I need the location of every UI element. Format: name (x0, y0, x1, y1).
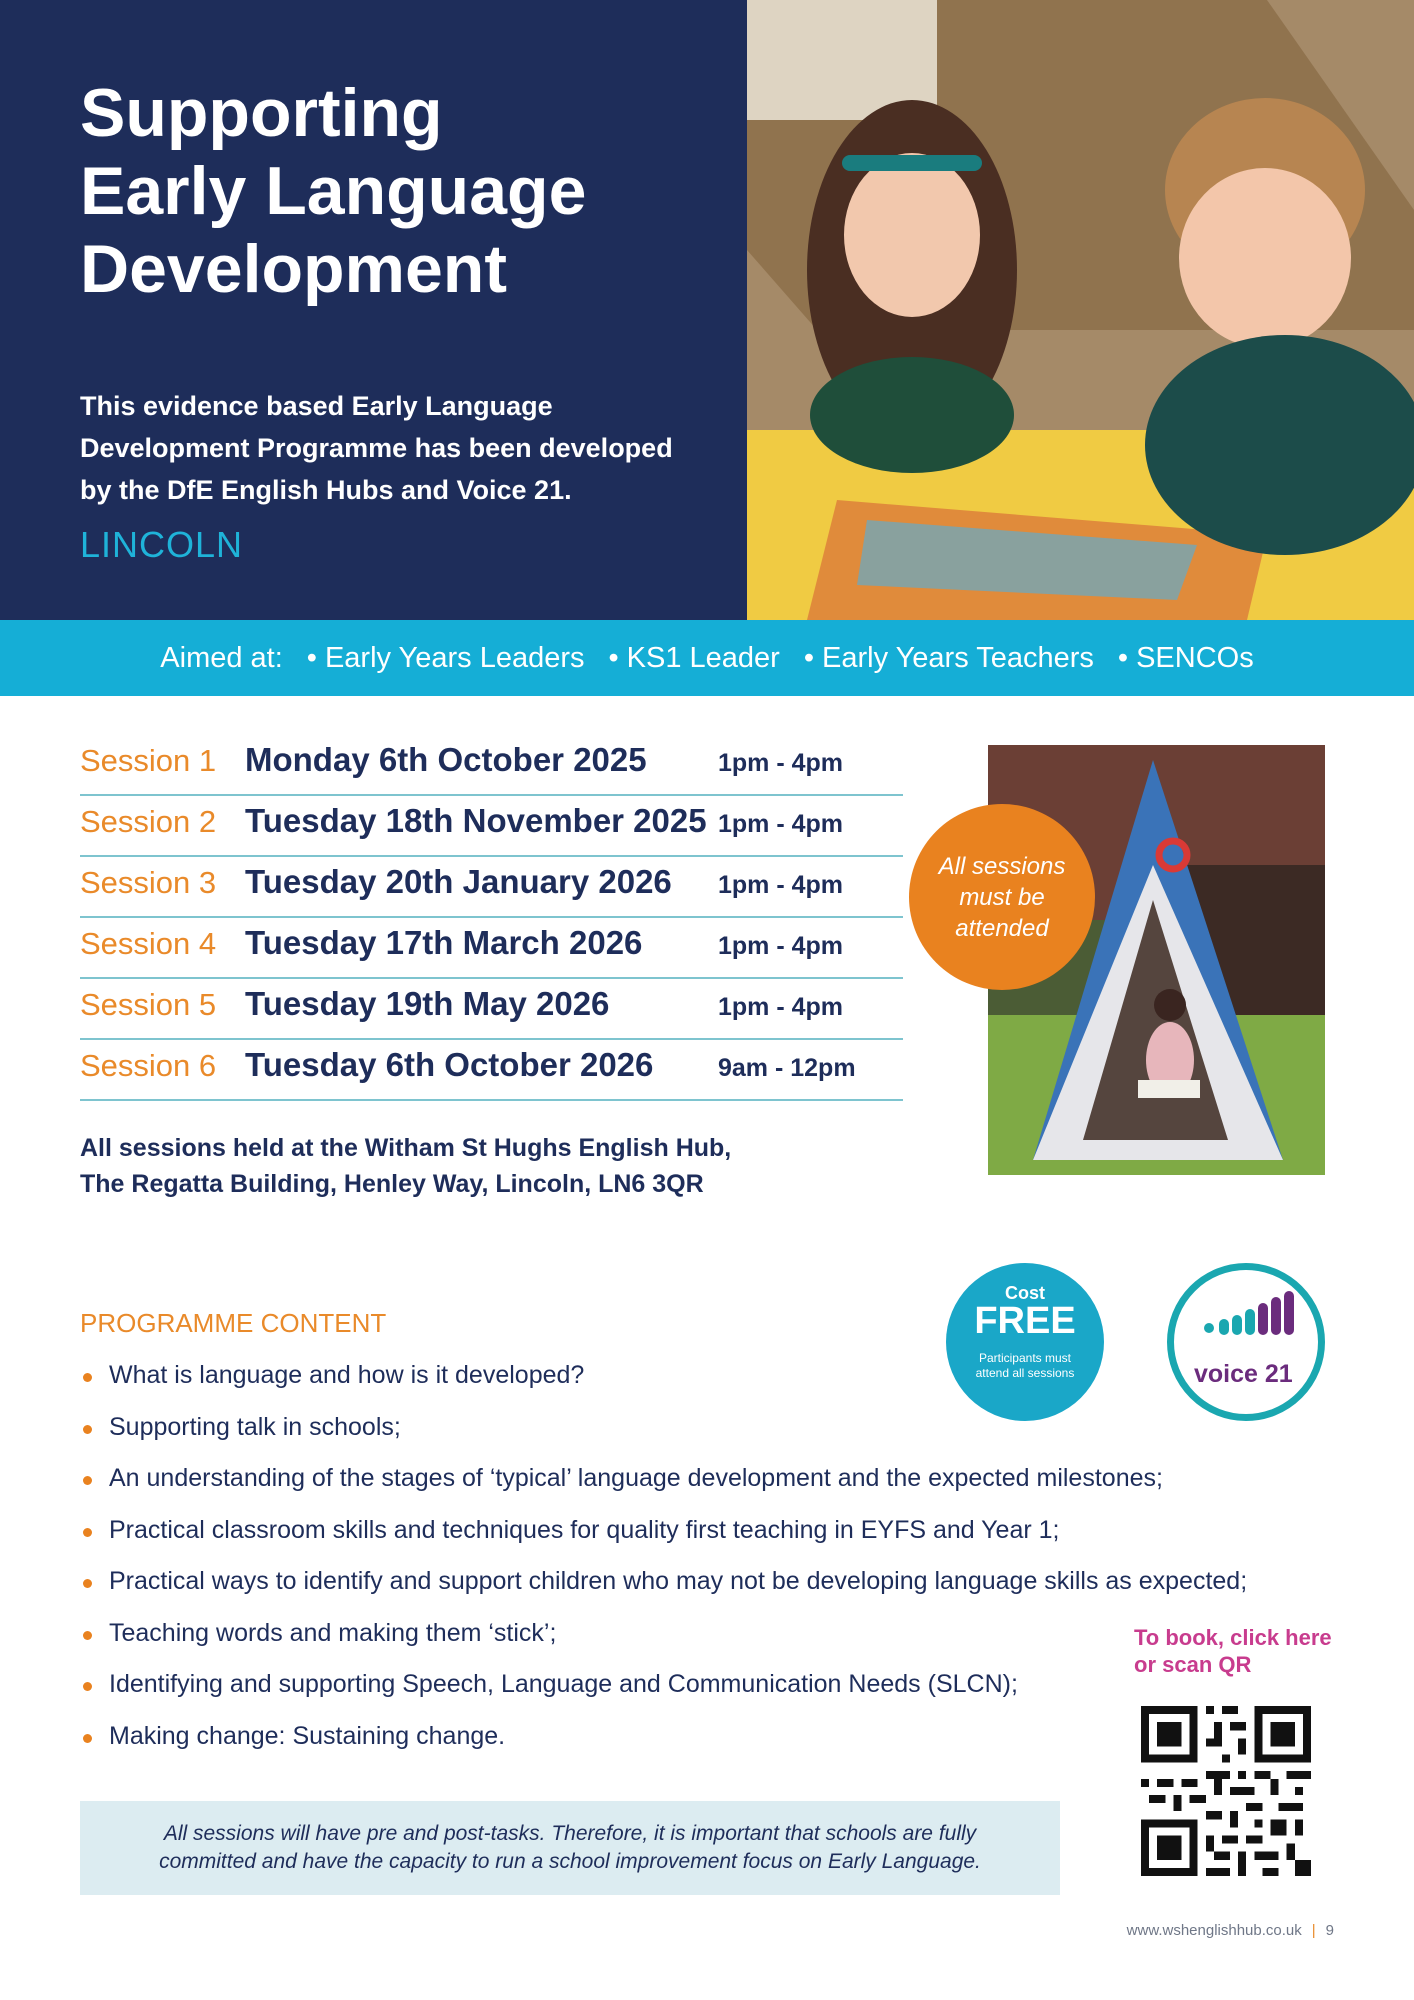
session-row (80, 979, 903, 1040)
attendance-badge-text: All sessions must be attended (938, 852, 1066, 942)
list-item: Making change: Sustaining change. (80, 1711, 1260, 1763)
children-photo-illustration (747, 0, 1414, 620)
session-label: Session 2 (80, 804, 217, 839)
page-title-line-2: Early Language (80, 153, 587, 229)
list-item: What is language and how is it developed? (80, 1350, 1260, 1402)
venue-address (80, 1130, 780, 1202)
list-item: An understanding of the stages of ‘typical’ language development and the expected milestones; (80, 1453, 1260, 1505)
audience-item: • Early Years Leaders (307, 642, 585, 675)
session-time: 9am - 12pm (718, 1054, 856, 1082)
venue-line-2: The Regatta Building, Henley Way, Lincoln, LN6 3QR (80, 1170, 704, 1198)
page-title-line-1: Supporting (80, 75, 443, 151)
audience-item: • SENCOs (1118, 642, 1254, 675)
session-label: Session 1 (80, 743, 217, 778)
list-item: Teaching words and making them ‘stick’; (80, 1608, 1260, 1660)
session-date: Tuesday 18th November 2025 (245, 802, 707, 839)
audience-label: Aimed at: (160, 641, 283, 674)
session-date: Monday 6th October 2025 (245, 741, 647, 778)
session-label: Session 6 (80, 1048, 217, 1083)
session-row (80, 796, 903, 857)
hero-panel (0, 0, 747, 620)
pre-post-task-note (80, 1801, 1060, 1895)
list-item: Supporting talk in schools; (80, 1402, 1260, 1454)
page-title (80, 74, 720, 308)
session-row (80, 735, 903, 796)
session-date: Tuesday 20th January 2026 (245, 863, 672, 900)
cost-badge (946, 1263, 1104, 1421)
session-date: Tuesday 19th May 2026 (245, 985, 610, 1022)
session-row (80, 857, 903, 918)
session-label: Session 3 (80, 865, 217, 900)
venue-line-1: All sessions held at the Witham St Hughs English Hub, (80, 1134, 732, 1162)
session-label: Session 5 (80, 987, 217, 1022)
footer-website[interactable]: www.wshenglishhub.co.uk (1126, 1922, 1302, 1939)
session-time: 1pm - 4pm (718, 871, 844, 899)
attendance-badge (909, 804, 1095, 990)
programme-heading: PROGRAMME CONTENT (80, 1308, 387, 1338)
session-time: 1pm - 4pm (718, 993, 844, 1021)
cost-note: Participants must attend all sessions (975, 1351, 1075, 1380)
location-label: LINCOLN (80, 524, 244, 565)
session-row (80, 1040, 903, 1101)
audience-band (0, 620, 1414, 696)
booking-link[interactable] (1134, 1624, 1334, 1678)
audience-item: • Early Years Teachers (804, 642, 1094, 675)
audience-item: • KS1 Leader (609, 642, 780, 675)
list-item: Practical classroom skills and techniques for quality first teaching in EYFS and Year 1; (80, 1505, 1260, 1557)
page-title-line-3: Development (80, 231, 507, 307)
session-row (80, 918, 903, 979)
voice21-logo (1167, 1263, 1325, 1421)
list-item: Practical ways to identify and support children who may not be developing language skills as expected; (80, 1556, 1260, 1608)
page-number: 9 (1325, 1922, 1334, 1939)
list-item: Identifying and supporting Speech, Language and Communication Needs (SLCN); (80, 1659, 1260, 1711)
booking-link-line-2: or scan QR (1134, 1652, 1252, 1677)
cost-label: Cost (1005, 1283, 1045, 1303)
programme-content-list (80, 1350, 1260, 1762)
programme-intro: This evidence based Early Language Development Programme has been developed by the DfE English Hubs and Voice 21. (80, 391, 673, 505)
session-time: 1pm - 4pm (718, 932, 844, 960)
page-footer (1127, 1922, 1334, 1939)
note-text: All sessions will have pre and post-tasks. Therefore, it is important that schools are fully committed and have the capacity to run a school improvement focus on Early Language. (159, 1822, 981, 1873)
session-date: Tuesday 6th October 2026 (245, 1046, 654, 1083)
session-time: 1pm - 4pm (718, 810, 844, 838)
session-label: Session 4 (80, 926, 217, 961)
qr-code-icon[interactable] (1141, 1706, 1311, 1876)
voice21-logo-text: voice 21 (1194, 1360, 1293, 1388)
session-time: 1pm - 4pm (718, 749, 844, 777)
children-photo (747, 0, 1414, 620)
booking-link-line-1: To book, click here (1134, 1625, 1332, 1650)
session-schedule (80, 735, 903, 1101)
footer-divider: | (1311, 1922, 1316, 1939)
session-date: Tuesday 17th March 2026 (245, 924, 643, 961)
cost-value: FREE (974, 1300, 1076, 1342)
voice21-bars-icon (1174, 1270, 1318, 1350)
